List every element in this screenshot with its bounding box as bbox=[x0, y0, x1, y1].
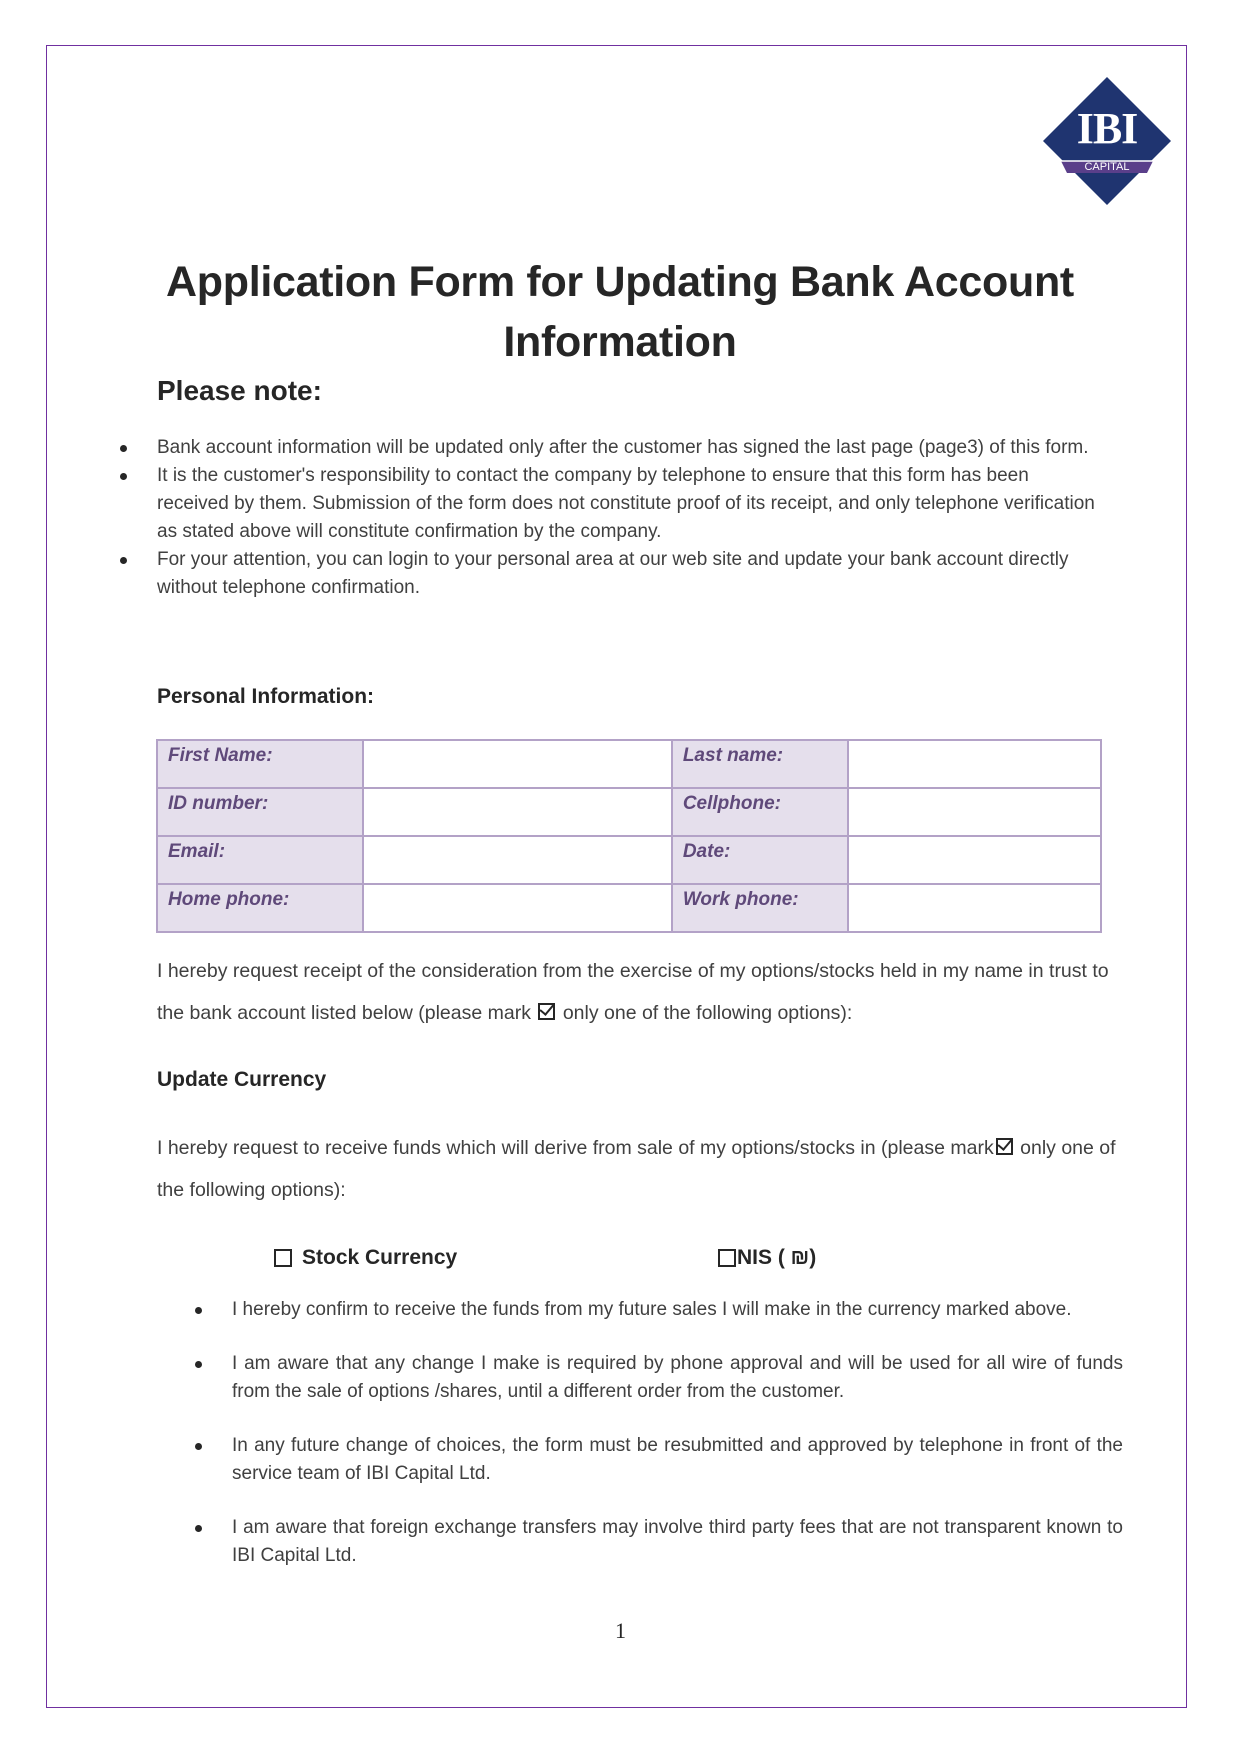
home-phone-cell bbox=[363, 884, 672, 932]
id-number-field[interactable] bbox=[374, 793, 665, 829]
email-label: Email: bbox=[157, 836, 363, 884]
checkmark-box-icon bbox=[996, 1138, 1013, 1155]
logo-ibi-text: IBI bbox=[1076, 104, 1138, 153]
work-phone-cell bbox=[848, 884, 1101, 932]
home-phone-label: Home phone: bbox=[157, 884, 363, 932]
stock-currency-checkbox[interactable] bbox=[274, 1249, 292, 1267]
stock-currency-label: Stock Currency bbox=[302, 1246, 458, 1269]
work-phone-field[interactable] bbox=[859, 889, 1094, 925]
option-stock-currency[interactable] bbox=[274, 1246, 457, 1270]
nis-checkbox[interactable] bbox=[718, 1249, 736, 1267]
first-name-label: First Name: bbox=[157, 740, 363, 788]
nis-label: NIS ( ₪) bbox=[737, 1246, 817, 1269]
table-row bbox=[157, 788, 1101, 836]
cellphone-label: Cellphone: bbox=[672, 788, 848, 836]
page-title: Application Form for Updating Bank Account Information bbox=[166, 258, 1074, 366]
id-number-label: ID number: bbox=[157, 788, 363, 836]
last-name-label: Last name: bbox=[672, 740, 848, 788]
table-row bbox=[157, 884, 1101, 932]
bullet-icon bbox=[195, 1525, 202, 1532]
bullet-icon bbox=[120, 473, 127, 480]
confirmations-list bbox=[195, 1296, 1123, 1596]
table-row bbox=[157, 740, 1101, 788]
cellphone-cell bbox=[848, 788, 1101, 836]
update-currency-heading: Update Currency bbox=[157, 1068, 327, 1091]
date-field[interactable] bbox=[859, 841, 1094, 877]
last-name-field[interactable] bbox=[859, 745, 1094, 781]
confirmation-item: I am aware that foreign exchange transfers may involve third party fees that are not transparent known to IBI Capital Ltd. bbox=[195, 1514, 1123, 1570]
date-cell bbox=[848, 836, 1101, 884]
personal-info-table bbox=[156, 739, 1102, 933]
bullet-icon bbox=[195, 1443, 202, 1450]
note-item: Bank account information will be updated only after the customer has signed the last page (page3) of this form. bbox=[120, 434, 1105, 462]
first-name-field[interactable] bbox=[374, 745, 665, 781]
home-phone-field[interactable] bbox=[374, 889, 665, 925]
note-item: It is the customer's responsibility to contact the company by telephone to ensure that this form has been received by them. Submission of the form does not constitute proof of its receipt, and only telephone verification as stated above will constitute confirmation by the company. bbox=[120, 462, 1105, 546]
ibi-capital-logo bbox=[1043, 77, 1171, 205]
note-item: For your attention, you can login to your personal area at our web site and update your bank account directly without telephone confirmation. bbox=[120, 546, 1105, 602]
work-phone-label: Work phone: bbox=[672, 884, 848, 932]
checkmark-box-icon bbox=[538, 1003, 555, 1020]
last-name-cell bbox=[848, 740, 1101, 788]
confirmation-item: I hereby confirm to receive the funds from my future sales I will make in the currency marked above. bbox=[195, 1296, 1123, 1324]
currency-paragraph: I hereby request to receive funds which will derive from sale of my options/stocks in (please mark only one of the following options): bbox=[157, 1137, 1116, 1201]
table-row bbox=[157, 836, 1101, 884]
confirmation-item: In any future change of choices, the form must be resubmitted and approved by telephone in front of the service team of IBI Capital Ltd. bbox=[195, 1432, 1123, 1488]
personal-info-heading: Personal Information: bbox=[157, 685, 375, 708]
date-label: Date: bbox=[672, 836, 848, 884]
bullet-icon bbox=[120, 557, 127, 564]
first-name-cell bbox=[363, 740, 672, 788]
bullet-icon bbox=[195, 1307, 202, 1314]
cellphone-field[interactable] bbox=[859, 793, 1094, 829]
option-nis[interactable] bbox=[718, 1246, 816, 1270]
please-note-heading: Please note: bbox=[157, 375, 322, 406]
bullet-icon bbox=[120, 445, 127, 452]
email-field[interactable] bbox=[374, 841, 665, 877]
page-number: 1 bbox=[615, 1618, 626, 1643]
logo-capital-text: CAPITAL bbox=[1084, 161, 1130, 173]
email-cell bbox=[363, 836, 672, 884]
notes-list bbox=[120, 434, 1105, 602]
confirmation-item: I am aware that any change I make is required by phone approval and will be used for all wire of funds from the sale of options /shares, until a different order from the customer. bbox=[195, 1350, 1123, 1406]
request-paragraph: I hereby request receipt of the consideration from the exercise of my options/stocks held in my name in trust to the bank account listed below (please mark only one of the following options): bbox=[157, 960, 1109, 1024]
id-number-cell bbox=[363, 788, 672, 836]
bullet-icon bbox=[195, 1361, 202, 1368]
